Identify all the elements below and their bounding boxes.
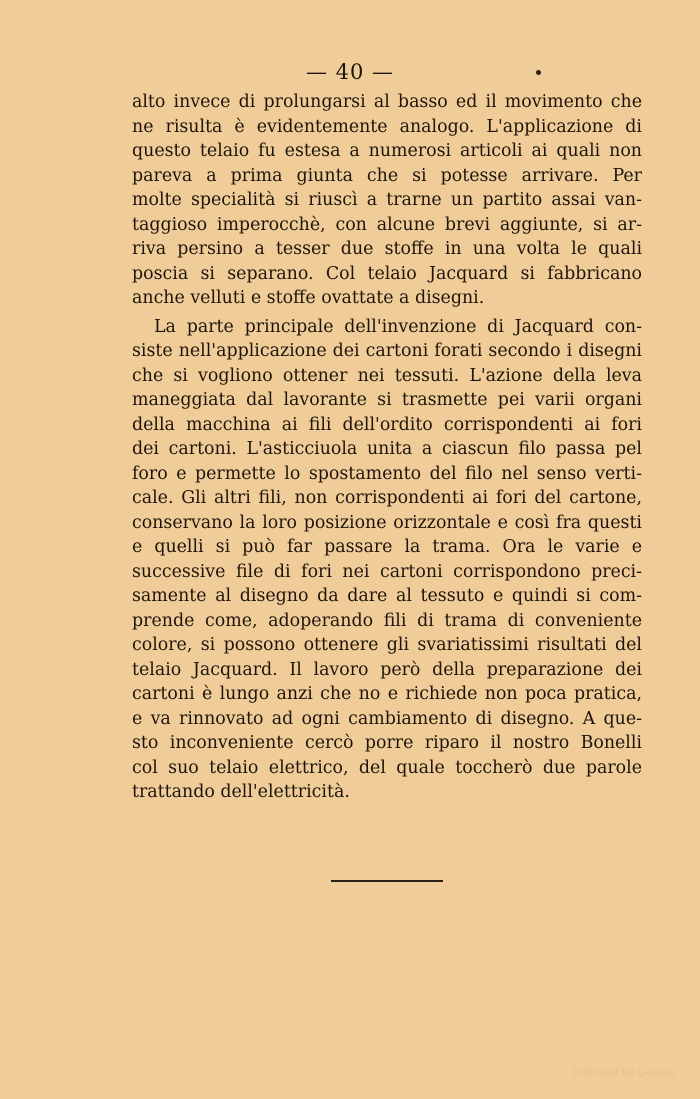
text-line: anche velluti e stoffe ovattate a disegni. — [132, 288, 485, 308]
paragraph-2 — [132, 315, 642, 805]
text-line: sto inconveniente cercò porre riparo il nostro Bonelli — [132, 733, 642, 753]
text-line: successive file di fori nei cartoni corrispondono preci- — [132, 561, 642, 582]
text-line: prende come, adoperando fili di trama di conveniente — [132, 610, 642, 631]
text-line: foro e permette lo spostamento del filo nel senso verti- — [132, 463, 642, 484]
text-line: trattando dell'elettricità. — [132, 782, 350, 802]
text-line: cartoni è lungo anzi che no e richiede non poca pratica, — [132, 684, 642, 704]
text-line: della macchina ai fili dell'ordito corrispondenti ai fori — [132, 414, 642, 435]
text-line: che si vogliono ottener nei tessuti. L'azione della leva — [132, 365, 642, 386]
paragraph-1 — [132, 90, 642, 311]
text-line: col suo telaio elettrico, del quale toccherò due parole — [132, 757, 642, 778]
text-line: ne risulta è evidentemente analogo. L'applicazione di — [132, 116, 642, 137]
text-line: e quelli si può far passare la trama. Ora le varie e — [132, 537, 642, 557]
text-line: cale. Gli altri fili, non corrispondenti ai fori del cartone, — [132, 488, 642, 508]
text-line: conservano la loro posizione orizzontale e così fra questi — [132, 512, 642, 533]
text-line: telaio Jacquard. Il lavoro però della preparazione dei — [132, 659, 642, 680]
text-line: samente al disegno da dare al tessuto e quindi si com- — [132, 586, 642, 606]
text-line: riva persino a tesser due stoffe in una volta le quali — [132, 239, 642, 259]
text-line: dei cartoni. L'asticciuola unita a ciascun filo passa pel — [132, 439, 642, 459]
text-line: maneggiata dal lavorante si trasmette pei varii organi — [132, 390, 642, 410]
text-line: poscia si separano. Col telaio Jacquard si fabbricano — [132, 263, 642, 284]
text-line: siste nell'applicazione dei cartoni forati secondo i disegni — [132, 341, 642, 361]
page-number: — 40 — — [305, 60, 395, 84]
watermark: Digitized by Google — [571, 1065, 676, 1079]
text-line: e va rinnovato ad ogni cambiamento di disegno. A que- — [132, 708, 642, 729]
text-line: alto invece di prolungarsi al basso ed il movimento che — [132, 92, 642, 112]
text-line: colore, si possono ottenere gli svariatissimi risultati del — [132, 635, 642, 655]
text-line: questo telaio fu estesa a numerosi articoli ai quali non — [132, 141, 642, 161]
ink-speck — [536, 70, 541, 75]
text-line: taggioso imperocchè, con alcune brevi aggiunte, si ar- — [132, 214, 642, 235]
text-line: pareva a prima giunta che si potesse arrivare. Per — [132, 165, 642, 186]
text-line: La parte principale dell'invenzione di Jacquard con- — [154, 316, 642, 337]
text-line: molte specialità si riuscì a trarne un partito assai van- — [132, 190, 642, 210]
section-divider — [331, 880, 443, 882]
body-text — [132, 90, 642, 805]
